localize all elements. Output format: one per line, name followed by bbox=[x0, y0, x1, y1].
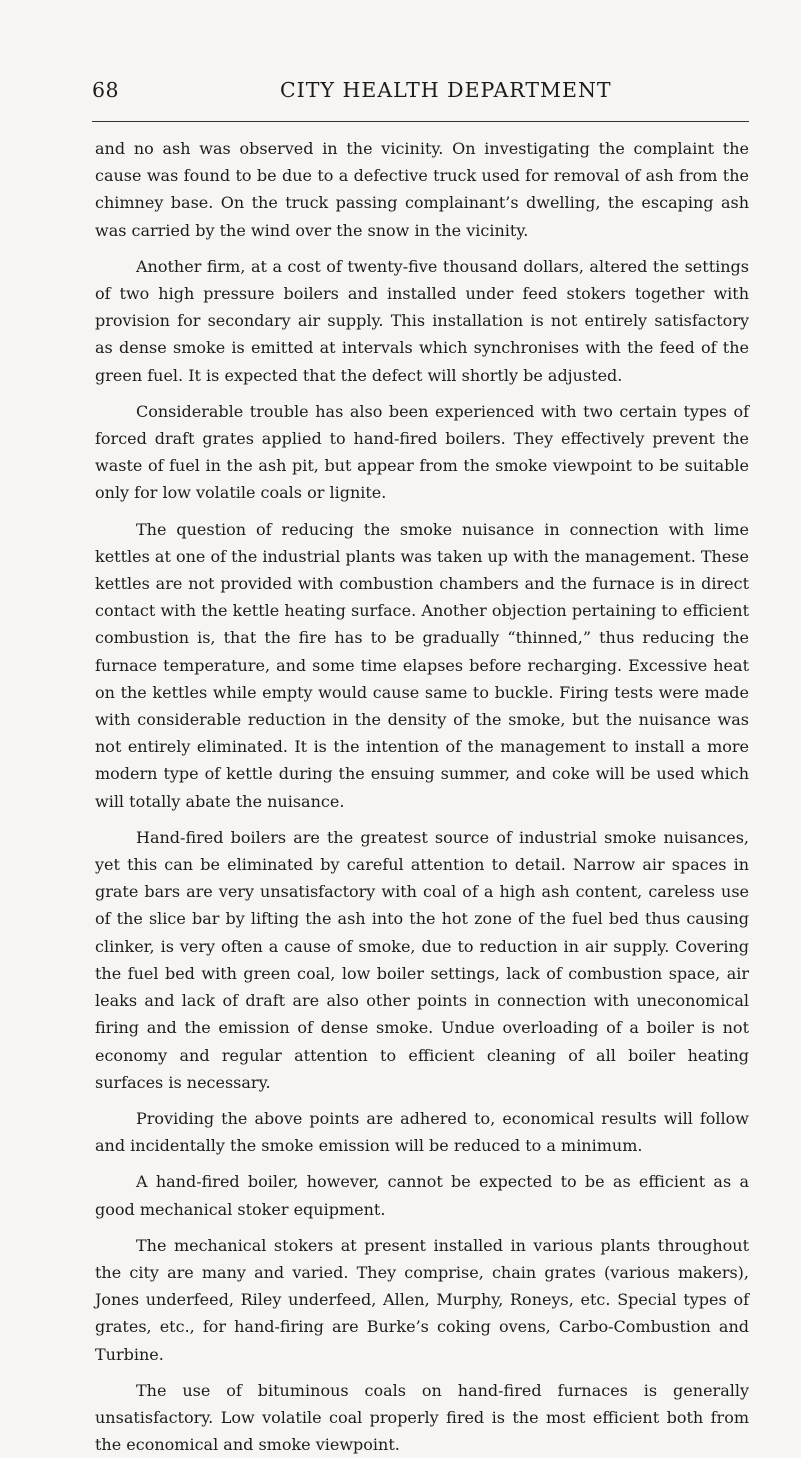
running-title: CITY HEALTH DEPARTMENT bbox=[280, 78, 612, 102]
paragraph-economical-results: Providing the above points are adhered to, economical results will follow and incidentally the smoke emission will be reduced to a minimum. bbox=[95, 1108, 749, 1156]
paragraph-boiler-settings: Another firm, at a cost of twenty-five thousand dollars, altered the settings of two high pressure boilers and installed under feed stokers together with provision for secondary air supply. This installation is not entirely satisfactory as dense smoke is emitted at intervals which synchronises with the feed of the green fuel. It is expected that the defect will shortly be adjusted. bbox=[95, 256, 749, 385]
paragraph-bituminous-coals: The use of bituminous coals on hand-fired furnaces is generally unsatisfactory. Low volatile coal properly fired is the most efficient both from the economical and smoke viewpoint. bbox=[95, 1380, 749, 1455]
paragraph-forced-draft: Considerable trouble has also been experienced with two certain types of forced draft grates applied to hand-fired boilers. They effectively prevent the waste of fuel in the ash pit, but appear from the smoke viewpoint to be suitable only for low volatile coals or lignite. bbox=[95, 401, 749, 503]
page-number: 68 bbox=[92, 78, 120, 102]
body-text bbox=[95, 135, 749, 1458]
header-rule bbox=[92, 121, 749, 122]
paragraph-mechanical-stokers: The mechanical stokers at present installed in various plants throughout the city are many and varied. They comprise, chain grates (various makers), Jones underfeed, Riley underfeed, Allen, Murphy, Roneys, etc. Special types of grates, etc., for hand-firing are Burke’s coking ovens, Carbo-Combustion and Turbine. bbox=[95, 1235, 749, 1364]
paragraph-hand-fired-boilers: Hand-fired boilers are the greatest source of industrial smoke nuisances, yet this can be eliminated by careful attention to detail. Narrow air spaces in grate bars are very unsatisfactory with coal of a high ash content, careless use of the slice bar by lifting the ash into the hot zone of the fuel bed thus causing clinker, is very often a cause of smoke, due to reduction in air supply. Covering the fuel bed with green coal, low boiler settings, lack of combustion space, air leaks and lack of draft are also other points in connection with uneconomical firing and the emission of dense smoke. Undue overloading of a boiler is not economy and regular attention to efficient cleaning of all boiler heating surfaces is necessary. bbox=[95, 827, 749, 1092]
paragraph-efficiency: A hand-fired boiler, however, cannot be expected to be as efficient as a good mechanical stoker equipment. bbox=[95, 1172, 749, 1219]
paragraph-continuation: and no ash was observed in the vicinity. On investigating the complaint the cause was found to be due to a defective truck used for removal of ash from the chimney base. On the truck passing complainant’s dwelling, the escaping ash was carried by the wind over the snow in the vicinity. bbox=[95, 139, 749, 240]
page-header bbox=[92, 78, 752, 108]
paragraph-lime-kettles: The question of reducing the smoke nuisance in connection with lime kettles at one of the industrial plants was taken up with the management. These kettles are not provided with combustion chambers and the furnace is in direct contact with the kettle heating surface. Another objection pertaining to efficient combustion is, that the fire has to be gradually “thinned,” thus reducing the furnace temperature, and some time elapses before recharging. Excessive heat on the kettles while empty would cause same to buckle. Firing tests were made with considerable reduction in the density of the smoke, but the nuisance was not entirely eliminated. It is the intention of the management to install a more modern type of kettle during the ensuing summer, and coke will be used which will totally abate the nuisance. bbox=[95, 519, 749, 811]
